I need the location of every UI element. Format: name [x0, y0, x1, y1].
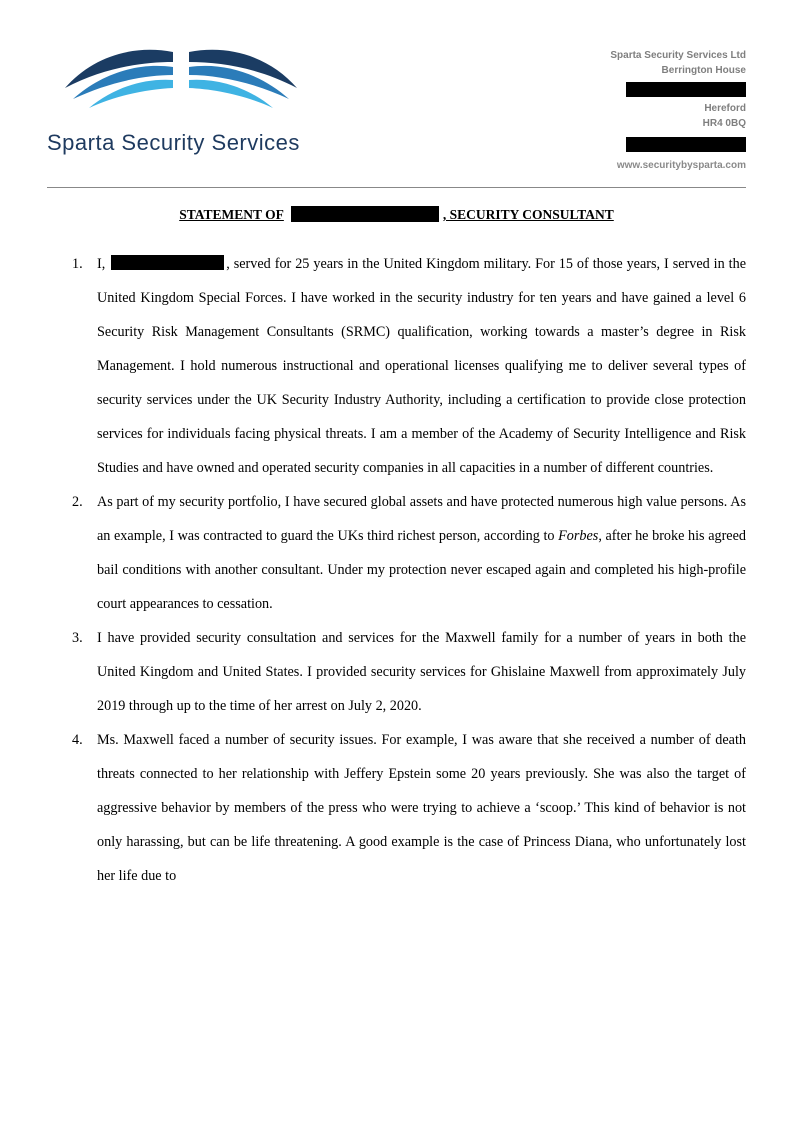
title-prefix: STATEMENT OF — [179, 207, 284, 222]
paragraph-1-text — [97, 247, 746, 485]
text-segment: , served for 25 years in the United Kingdom military. For 15 of those years, I served in the United Kingdom Special Forces. I have worked in the security industry for ten years and have gained a level 6 Security Risk Management Consultants (SRMC) qualification, working towards a master’s degree in Risk Management. I hold numerous instructional and operational licenses qualifying me to deliver several types of security services under the UK Security Industry Authority, including a certification to provide close protection services for individuals facing physical threats. I am a member of the Academy of Security Intelligence and Risk Studies and have owned and operated security companies in all capacities in a number of different countries. — [97, 256, 746, 476]
item-number-1: 1. — [72, 256, 83, 272]
title-suffix: , SECURITY CONSULTANT — [442, 207, 614, 222]
sparta-wings-logo-icon — [61, 42, 301, 120]
address-line-building: Berrington House — [661, 65, 746, 76]
redacted-name-title — [291, 206, 439, 222]
redacted-contact-line — [626, 137, 746, 152]
website-url: www.securitybysparta.com — [616, 160, 746, 171]
paragraph-3 — [72, 621, 746, 723]
paragraph-2 — [72, 485, 746, 621]
address-line-postcode: HR4 0BQ — [702, 118, 746, 129]
paragraph-3-text: I have provided security consultation and services for the Maxwell family for a number of years in both the United Kingdom and United States. I provided security services for Ghislaine Maxwell from approximately July 2019 through up to the time of her arrest on July 2, 2020. — [97, 630, 746, 714]
forbes-italic-text: Forbes — [558, 528, 599, 544]
item-number-2: 2. — [72, 494, 83, 510]
text-segment: I, — [97, 256, 110, 272]
paragraph-4-text: Ms. Maxwell faced a number of security issues. For example, I was aware that she received a number of death threats connected to her relationship with Jeffery Epstein some 20 years previously. She was also the target of aggressive behavior by members of the press who were trying to achieve a ‘scoop.’ This kind of behavior is not only harassing, but can be life threatening. A good example is the case of Princess Diana, who unfortunately lost her life due to — [97, 732, 746, 884]
paragraph-2-text — [97, 485, 746, 621]
letterhead — [47, 38, 746, 173]
paragraph-1 — [72, 247, 746, 485]
logo-wordmark: Sparta Security Services — [47, 130, 300, 155]
item-number-3: 3. — [72, 630, 83, 646]
redacted-address-line — [626, 82, 746, 97]
logo-block — [47, 38, 301, 156]
address-line-city: Hereford — [704, 103, 746, 114]
statement-title — [47, 206, 746, 223]
redacted-name-inline — [111, 255, 224, 270]
statement-body — [47, 247, 746, 893]
text-segment: , after he broke his agreed bail conditions with another consultant. Under my protection never escaped again and completed his high-profile court appearances to cessation. — [97, 528, 746, 612]
company-name: Sparta Security Services Ltd — [610, 50, 746, 61]
text-segment: As part of my security portfolio, I have secured global assets and have protected numerous high value persons. As an example, I was contracted to guard the UKs third richest person, according to — [97, 494, 746, 544]
company-address-block — [610, 38, 746, 173]
paragraph-4 — [72, 723, 746, 893]
item-number-4: 4. — [72, 732, 83, 748]
divider-line — [47, 187, 746, 188]
